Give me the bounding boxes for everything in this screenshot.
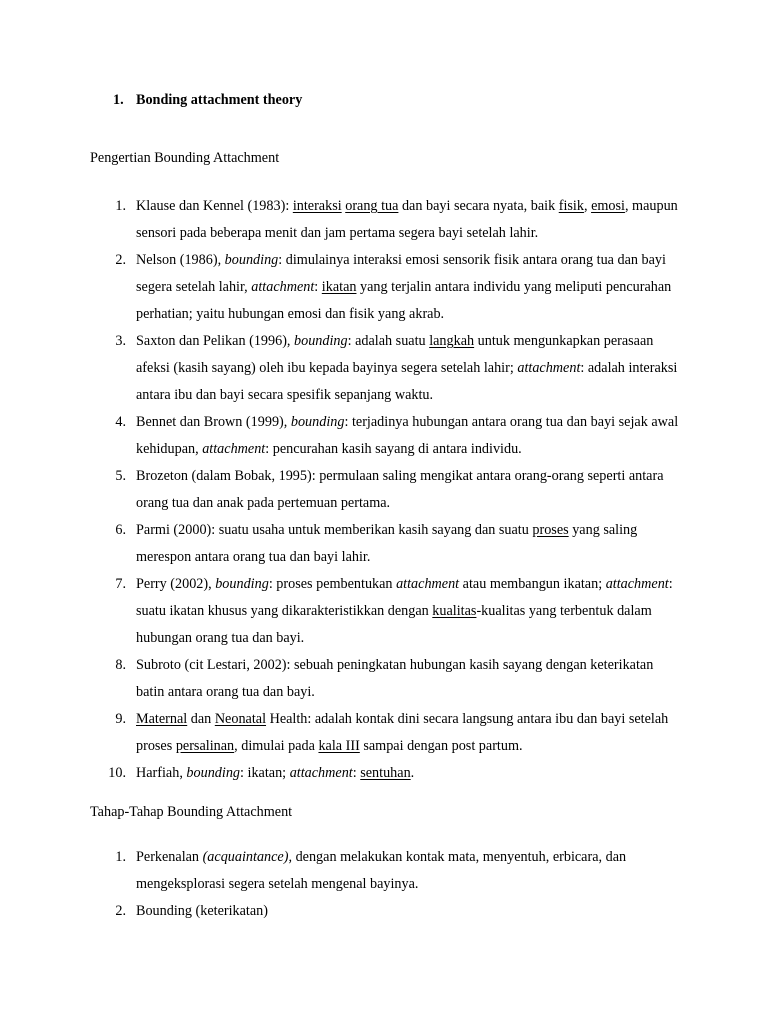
- list-item-number: 10.: [108, 765, 126, 781]
- underlined-term: orang tua: [345, 198, 399, 214]
- list-item-text: Perry (2002),: [136, 576, 216, 592]
- list-item-text: : ikatan;: [240, 765, 290, 781]
- list-item-text: Health: adalah kontak dini secara langsung antara ibu dan bayi setelah proses: [136, 711, 669, 754]
- list-item-text: -kualitas yang terbentuk dalam hubungan orang tua dan bayi.: [136, 603, 652, 646]
- underlined-term: langkah: [429, 333, 475, 349]
- list-item-text: dan: [187, 711, 215, 727]
- italic-term: bounding: [215, 576, 269, 592]
- underlined-term: proses: [532, 522, 569, 538]
- list-item: [90, 193, 680, 247]
- italic-term: (acquaintance),: [202, 849, 293, 865]
- list-item-text: : terjadinya hubungan antara orang tua dan bayi sejak awal kehidupan,: [136, 414, 679, 457]
- stages-list: [90, 844, 680, 925]
- underlined-term: kualitas: [432, 603, 477, 619]
- subtitle-tahap: Tahap-Tahap Bounding Attachment: [90, 804, 293, 820]
- underlined-term: Maternal: [136, 711, 188, 727]
- list-item-text: untuk mengunkapkan perasaan afeksi (kasih sayang) oleh ibu kepada bayinya segera setelah lahir;: [136, 333, 654, 376]
- list-item-text: atau membangun ikatan;: [459, 576, 606, 592]
- italic-term: bounding: [186, 765, 241, 781]
- list-item-number: 2.: [115, 903, 126, 919]
- list-item-text: dengan melakukan kontak mata, menyentuh, erbicara, dan mengeksplorasi segera setelah mengenal bayinya.: [136, 849, 627, 892]
- list-item-text: dan bayi secara nyata, baik: [398, 198, 559, 214]
- list-item-number: 9.: [115, 711, 126, 727]
- list-item-number: 8.: [115, 657, 126, 673]
- list-item: [90, 760, 680, 787]
- italic-term: attachment: [605, 576, 669, 592]
- list-item-number: 3.: [115, 333, 126, 349]
- list-item: [90, 409, 680, 463]
- underlined-term: ikatan: [321, 279, 357, 295]
- list-item-text: sampai dengan post partum.: [359, 738, 523, 754]
- list-item-text: Bennet dan Brown (1999),: [136, 414, 291, 430]
- list-item-text: Klause dan Kennel (1983):: [136, 198, 293, 214]
- list-item: [90, 706, 680, 760]
- section-heading: [113, 92, 302, 109]
- list-item-text: , dimulai pada: [234, 738, 319, 754]
- list-item-number: 7.: [115, 576, 126, 592]
- list-item: [90, 517, 680, 571]
- underlined-term: Neonatal: [214, 711, 267, 727]
- list-item-text: Harfiah,: [136, 765, 187, 781]
- list-item-text: :: [352, 765, 361, 781]
- italic-term: bounding: [294, 333, 348, 349]
- list-item-number: 1.: [115, 849, 126, 865]
- definition-list: [90, 193, 680, 787]
- underlined-term: persalinan: [175, 738, 235, 754]
- italic-term: attachment: [289, 765, 353, 781]
- list-item-number: 6.: [115, 522, 126, 538]
- list-item-text: : adalah interaksi antara ibu dan bayi secara spesifik sepanjang waktu.: [136, 360, 678, 403]
- list-item-text: Nelson (1986),: [136, 252, 225, 268]
- list-item-text: .: [410, 765, 415, 781]
- italic-term: attachment: [251, 279, 315, 295]
- list-item-text: Bounding (keterikatan): [136, 903, 268, 919]
- list-item-number: 1.: [115, 198, 126, 214]
- list-item: [90, 571, 680, 652]
- list-item-text: Perkenalan: [136, 849, 203, 865]
- list-item-text: : proses pembentukan: [268, 576, 397, 592]
- underlined-term: fisik: [558, 198, 584, 214]
- list-item: [90, 898, 680, 925]
- list-item-number: 4.: [115, 414, 126, 430]
- list-item-text: Saxton dan Pelikan (1996),: [136, 333, 295, 349]
- list-item-number: 5.: [115, 468, 126, 484]
- list-item: [90, 652, 680, 706]
- list-item-text: yang terjalin antara individu yang meliputi pencurahan perhatian; yaitu hubungan emosi dan fisik yang akrab.: [136, 279, 672, 322]
- list-item-text: : dimulainya interaksi emosi sensorik fisik antara orang tua dan bayi segera setelah lahir,: [136, 252, 666, 295]
- list-item-text: , maupun sensori pada beberapa menit dan jam pertama segera bayi setelah lahir.: [136, 198, 678, 241]
- underlined-term: emosi: [591, 198, 625, 214]
- list-item: [90, 463, 680, 517]
- italic-term: bounding: [290, 414, 345, 430]
- underlined-term: interaksi: [292, 198, 342, 214]
- list-item-text: : adalah suatu: [347, 333, 430, 349]
- list-item-number: 2.: [115, 252, 126, 268]
- heading-text: Bonding attachment theory: [136, 92, 303, 108]
- italic-term: attachment: [202, 441, 266, 457]
- underlined-term: sentuhan: [360, 765, 411, 781]
- list-item-text: : suatu ikatan khusus yang dikarakteristikkan dengan: [136, 576, 673, 619]
- list-item-text: yang saling merespon antara orang tua dan bayi lahir.: [136, 522, 638, 565]
- list-item: [90, 247, 680, 328]
- list-item-text: :: [314, 279, 322, 295]
- list-item-text: Parmi (2000): suatu usaha untuk memberikan kasih sayang dan suatu: [136, 522, 533, 538]
- italic-term: bounding: [224, 252, 279, 268]
- list-item: [90, 844, 680, 898]
- italic-term: attachment: [517, 360, 581, 376]
- list-item: [90, 328, 680, 409]
- list-item-text: Subroto (cit Lestari, 2002): sebuah peningkatan hubungan kasih sayang dengan keterikatan batin antara orang tua dan bayi.: [136, 657, 654, 700]
- heading-number: 1.: [113, 92, 124, 108]
- subtitle-pengertian: Pengertian Bounding Attachment: [90, 150, 280, 166]
- underlined-term: kala III: [318, 738, 360, 754]
- list-item-text: ,: [583, 198, 592, 214]
- list-item-text: Brozeton (dalam Bobak, 1995): permulaan saling mengikat antara orang-orang seperti antara orang tua dan anak pada pertemuan pertama.: [136, 468, 664, 511]
- italic-term: attachment: [396, 576, 460, 592]
- list-item-text: : pencurahan kasih sayang di antara individu.: [265, 441, 522, 457]
